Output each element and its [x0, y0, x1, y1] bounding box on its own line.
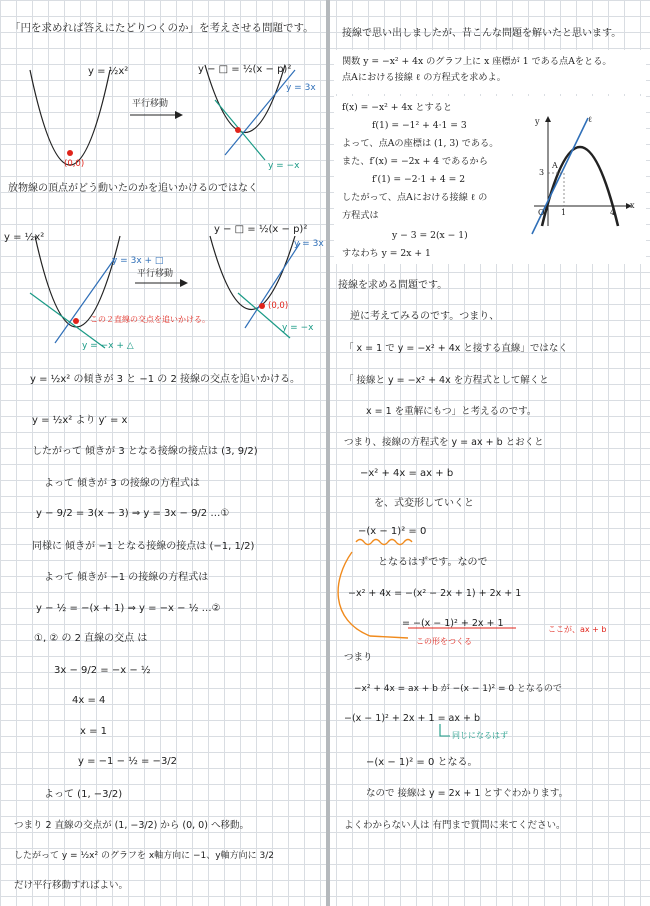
graph-2 [0, 224, 326, 358]
red-note-axb: ここが、ax + b [548, 625, 607, 634]
right-hw-2: 逆に考えてみるのです。つまり、 [350, 311, 500, 322]
right-hw-5: x = 1 を重解にもつ」と考えるのです。 [366, 406, 537, 417]
g2-origin: (0,0) [268, 301, 289, 311]
left-line-12: y = −1 − ½ = −3/2 [78, 756, 178, 767]
g1-green-label: y = −x [268, 161, 300, 171]
right-column [330, 0, 650, 906]
sol-8: y − 3 = 2(x − 1) [392, 230, 468, 241]
g1-arrow-label: 平行移動 [132, 99, 169, 109]
left-line-15: したがって y = ½x² のグラフを x軸方向に −1、y軸方向に 3/2 [14, 851, 274, 861]
graph-y-label: y [535, 117, 540, 126]
right-hw-18: よくわからない人は 有門まで質問に来てください。 [344, 820, 566, 831]
left-line-7: y − ½ = −(x + 1) ⇒ y = −x − ½ …② [36, 603, 221, 614]
left-line-16: だけ平行移動すればよい。 [14, 880, 129, 891]
left-line-2: したがって 傾きが 3 となる接線の接点は (3, 9/2) [32, 446, 258, 457]
green-note: 同じになるはず [452, 731, 508, 740]
right-hw-13: つまり [344, 652, 373, 663]
g2-arrow-label: 平行移動 [137, 269, 174, 279]
green-arrow [440, 724, 450, 736]
orange-bracket [330, 540, 650, 680]
graph-O-label: O [538, 208, 545, 217]
graph-1 [0, 60, 326, 180]
g2-left-eq: y = ½x² [4, 232, 45, 243]
right-hw-12: = −(x − 1)² + 2x + 1 [402, 618, 504, 629]
right-hw-15: −(x − 1)² + 2x + 1 = ax + b [344, 713, 481, 724]
sol-3: よって、点Aの座標は (1, 3) である。 [342, 138, 499, 149]
bracket-curve [338, 552, 408, 638]
parabola-curve [542, 147, 618, 226]
origin-dot-right [259, 303, 265, 309]
sol-2: f(1) = −1² + 4·1 = 3 [372, 120, 467, 131]
right-intro: 接線で思い出しましたが、昔こんな問題を解いたと思います。 [342, 28, 622, 39]
sol-1: f(x) = −x² + 4x とすると [342, 102, 453, 113]
g1-blue-label: y = 3x [286, 83, 316, 93]
intersection-dot [235, 127, 241, 133]
left-line-9: 3x − 9/2 = −x − ½ [54, 665, 151, 676]
graph-4-tick: 4 [610, 208, 616, 217]
left-line-1: y = ½x² より y′ = x [32, 415, 128, 426]
right-hw-17: なので 接線は y = 2x + 1 とすぐわかります。 [366, 788, 569, 799]
right-hw-16: −(x − 1)² = 0 となる。 [366, 757, 478, 768]
g2-blue-left: y = 3x + □ [112, 256, 164, 266]
g2-green-left: y = −x + △ [82, 341, 134, 351]
arrow-head [175, 111, 183, 119]
left-line-11: x = 1 [80, 726, 108, 737]
left-line-8: ①, ② の 2 直線の交点 は [34, 633, 148, 644]
intersection-dot-left [73, 318, 79, 324]
graph-A-label: A [552, 161, 558, 170]
right-hw-4: 「 接線と y = −x² + 4x を方程式として解くと [344, 375, 549, 386]
left-line-3: よって 傾きが 3 の接線の方程式は [44, 478, 200, 489]
graph-x-label: x [630, 201, 635, 210]
vertex-dot [67, 150, 73, 156]
blue-tangent-line [225, 70, 295, 155]
g2-green-right: y = −x [282, 323, 314, 333]
graph-3-tick: 3 [539, 168, 545, 177]
right-hw-3: 「 x = 1 で y = −x² + 4x と接する直線」ではなく [344, 343, 568, 354]
sol-7: 方程式は [342, 210, 379, 221]
left-line-10: 4x = 4 [72, 695, 106, 706]
right-hw-8: を、式変形していくと [374, 498, 474, 509]
g1-right-eq: y − □ = ½(x − p)² [198, 64, 292, 75]
left-line-4: y − 9/2 = 3(x − 3) ⇒ y = 3x − 9/2 …① [36, 508, 230, 519]
sol-9: すなわち y = 2x + 1 [342, 248, 431, 259]
y-axis-arrow [545, 116, 551, 122]
g2-red-note: この２直線の交点を追いかける。 [90, 315, 210, 324]
right-hw-9: −(x − 1)² = 0 [358, 526, 427, 537]
left-line-14: つまり 2 直線の交点が (1, −3/2) から (0, 0) へ移動。 [14, 820, 249, 831]
right-hw-10: となるはずです。なので [378, 557, 488, 568]
graph-l-label: ℓ [588, 115, 592, 124]
right-hw-1: 接線を求める問題です。 [338, 280, 448, 291]
note-1: 放物線の頂点がどう動いたのかを追いかけるのではなく [8, 183, 258, 194]
left-intro: 「円を求めれば答えにたどりつくのか」を考えさせる問題です。 [10, 22, 314, 34]
solution-box [334, 96, 646, 264]
left-line-5: 同様に 傾きが −1 となる接線の接点は (−1, 1/2) [32, 541, 255, 552]
problem-box [334, 50, 646, 94]
g2-right-eq: y − □ = ½(x − p)² [214, 224, 308, 235]
graph-2-svg [0, 228, 326, 358]
right-hw-14: −x² + 4x = ax + b が −(x − 1)² = 0 となるので [354, 684, 562, 694]
left-line-13: よって (1, −3/2) [44, 789, 123, 800]
problem-graph [334, 96, 646, 264]
right-hw-11: −x² + 4x = −(x² − 2x + 1) + 2x + 1 [348, 588, 522, 599]
arrow-head-2 [180, 279, 188, 287]
g1-origin: (0,0) [64, 159, 85, 169]
sol-6: したがって、点Aにおける接線 ℓ の [342, 192, 488, 203]
g1-left-eq: y = ½x² [88, 66, 129, 77]
red-note-form: この形をつくる [416, 637, 472, 646]
note-2: y = ½x² の傾きが 3 と −1 の 2 接線の交点を追いかける。 [30, 374, 300, 385]
sol-4: また、f′(x) = −2x + 4 であるから [342, 156, 488, 167]
g2-blue-right: y = 3x [294, 239, 324, 249]
blue-line-right [245, 243, 300, 328]
sol-5: f′(1) = −2·1 + 4 = 2 [372, 174, 466, 185]
right-hw-7: −x² + 4x = ax + b [360, 468, 454, 479]
blue-line-left [55, 258, 115, 343]
left-line-6: よって 傾きが −1 の接線の方程式は [44, 572, 209, 583]
parabola-right-2 [210, 236, 295, 310]
problem-line-1: 関数 y = −x² + 4x のグラフ上に x 座標が 1 である点Aをとる。 [342, 56, 612, 67]
problem-line-2: 点Aにおける接線 ℓ の方程式を求めよ。 [342, 72, 506, 83]
right-hw-6: つまり、接線の方程式を y = ax + b とおくと [344, 437, 544, 448]
graph-1-tick: 1 [561, 208, 567, 217]
